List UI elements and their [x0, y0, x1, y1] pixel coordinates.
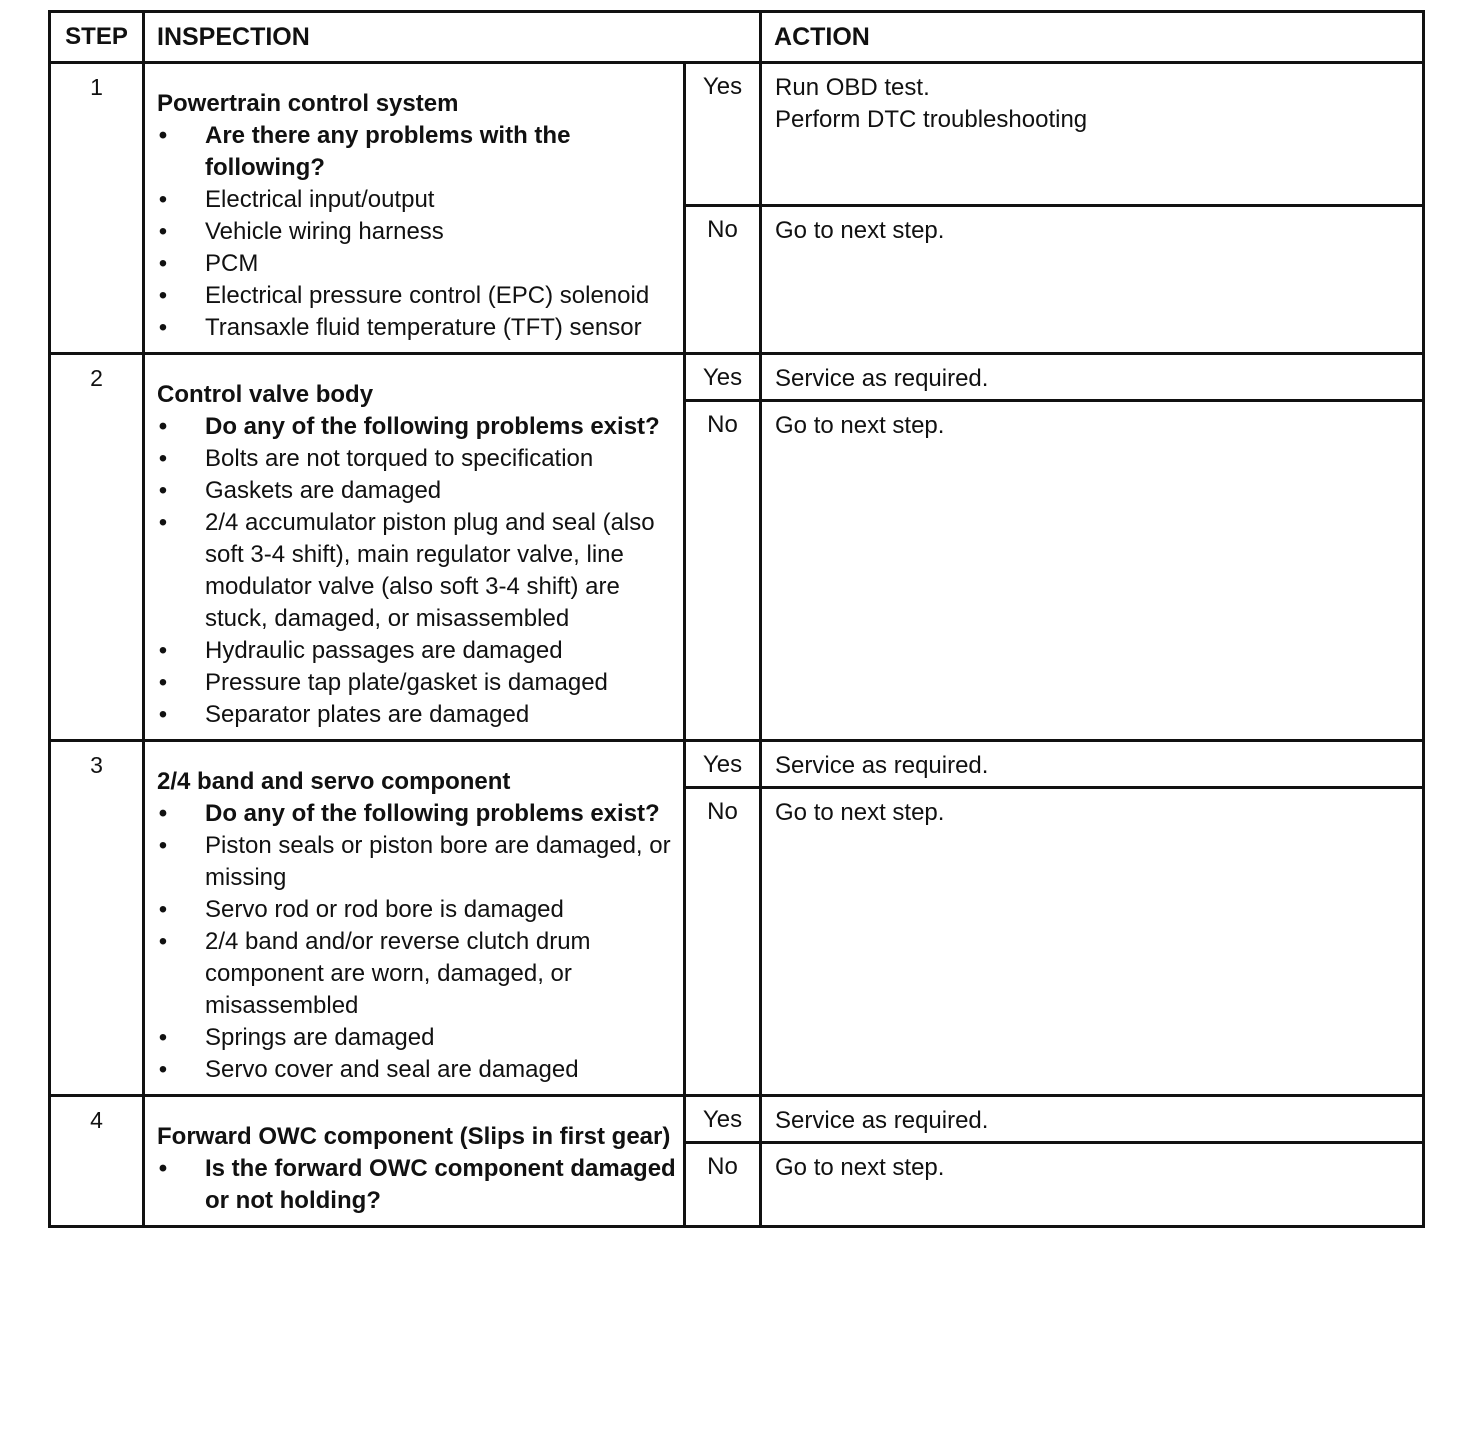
inspection-item: • Vehicle wiring harness [157, 216, 677, 248]
inspection-item: • Servo rod or rod bore is damaged [157, 894, 677, 926]
step-4-yes-row [50, 1096, 1424, 1143]
step-number: 4 [50, 1096, 144, 1227]
inspection-cell [144, 741, 685, 1096]
inspection-list [157, 120, 677, 344]
inspection-title: Control valve body [157, 381, 374, 408]
inspection-cell [144, 354, 685, 741]
inspection-item: • Bolts are not torqued to specification [157, 443, 677, 475]
inspection-item: • 2/4 accumulator piston plug and seal (also soft 3-4 shift), main regulator valve, line modulator valve (also soft 3-4 shift) are stuck, damaged, or misassembled [157, 507, 677, 635]
inspection-title: 2/4 band and servo component [157, 768, 511, 795]
inspection-item: • Servo cover and seal are damaged [157, 1054, 677, 1086]
inspection-item: • Electrical pressure control (EPC) solenoid [157, 280, 677, 312]
yes-action: Service as required. [761, 354, 1424, 401]
inspection-question: • Is the forward OWC component damaged or not holding? [157, 1153, 677, 1217]
inspection-item: • Gaskets are damaged [157, 475, 677, 507]
header-row [50, 12, 1424, 63]
inspection-list [157, 1153, 677, 1217]
inspection-question: • Are there any problems with the following? [157, 120, 677, 184]
inspection-cell [144, 63, 685, 354]
inspection-question: • Do any of the following problems exist? [157, 798, 677, 830]
header-step: STEP [50, 12, 144, 63]
inspection-item: • Springs are damaged [157, 1022, 677, 1054]
inspection-list [157, 411, 677, 731]
yes-label: Yes [685, 63, 761, 206]
no-action: Go to next step. [761, 206, 1424, 354]
header-action: ACTION [761, 12, 1424, 63]
inspection-item: • PCM [157, 248, 677, 280]
step-number: 2 [50, 354, 144, 741]
diagnostic-table-wrapper [48, 10, 1422, 1228]
step-3-yes-row [50, 741, 1424, 788]
inspection-item: • 2/4 band and/or reverse clutch drum component are worn, damaged, or misassembled [157, 926, 677, 1022]
inspection-item: • Separator plates are damaged [157, 699, 677, 731]
no-action: Go to next step. [761, 788, 1424, 1096]
step-2-yes-row [50, 354, 1424, 401]
yes-action [761, 63, 1424, 206]
inspection-title: Forward OWC component (Slips in first gear) [157, 1123, 671, 1150]
action-line: Perform DTC troubleshooting [775, 106, 1088, 133]
no-action: Go to next step. [761, 1143, 1424, 1227]
yes-label: Yes [685, 354, 761, 401]
inspection-list [157, 798, 677, 1086]
step-number: 3 [50, 741, 144, 1096]
no-action: Go to next step. [761, 401, 1424, 741]
no-label: No [685, 206, 761, 354]
inspection-question: • Do any of the following problems exist? [157, 411, 677, 443]
no-label: No [685, 401, 761, 741]
action-line: Run OBD test. [775, 74, 930, 101]
inspection-item: • Piston seals or piston bore are damaged, or missing [157, 830, 677, 894]
inspection-item: • Pressure tap plate/gasket is damaged [157, 667, 677, 699]
yes-action: Service as required. [761, 1096, 1424, 1143]
yes-action: Service as required. [761, 741, 1424, 788]
yes-label: Yes [685, 1096, 761, 1143]
yes-label: Yes [685, 741, 761, 788]
inspection-item: • Electrical input/output [157, 184, 677, 216]
inspection-cell [144, 1096, 685, 1227]
header-inspection: INSPECTION [144, 12, 761, 63]
inspection-item: • Transaxle fluid temperature (TFT) sensor [157, 312, 677, 344]
step-1-yes-row [50, 63, 1424, 206]
inspection-item: • Hydraulic passages are damaged [157, 635, 677, 667]
inspection-title: Powertrain control system [157, 90, 459, 117]
step-number: 1 [50, 63, 144, 354]
no-label: No [685, 788, 761, 1096]
diagnostic-table [48, 10, 1425, 1228]
no-label: No [685, 1143, 761, 1227]
